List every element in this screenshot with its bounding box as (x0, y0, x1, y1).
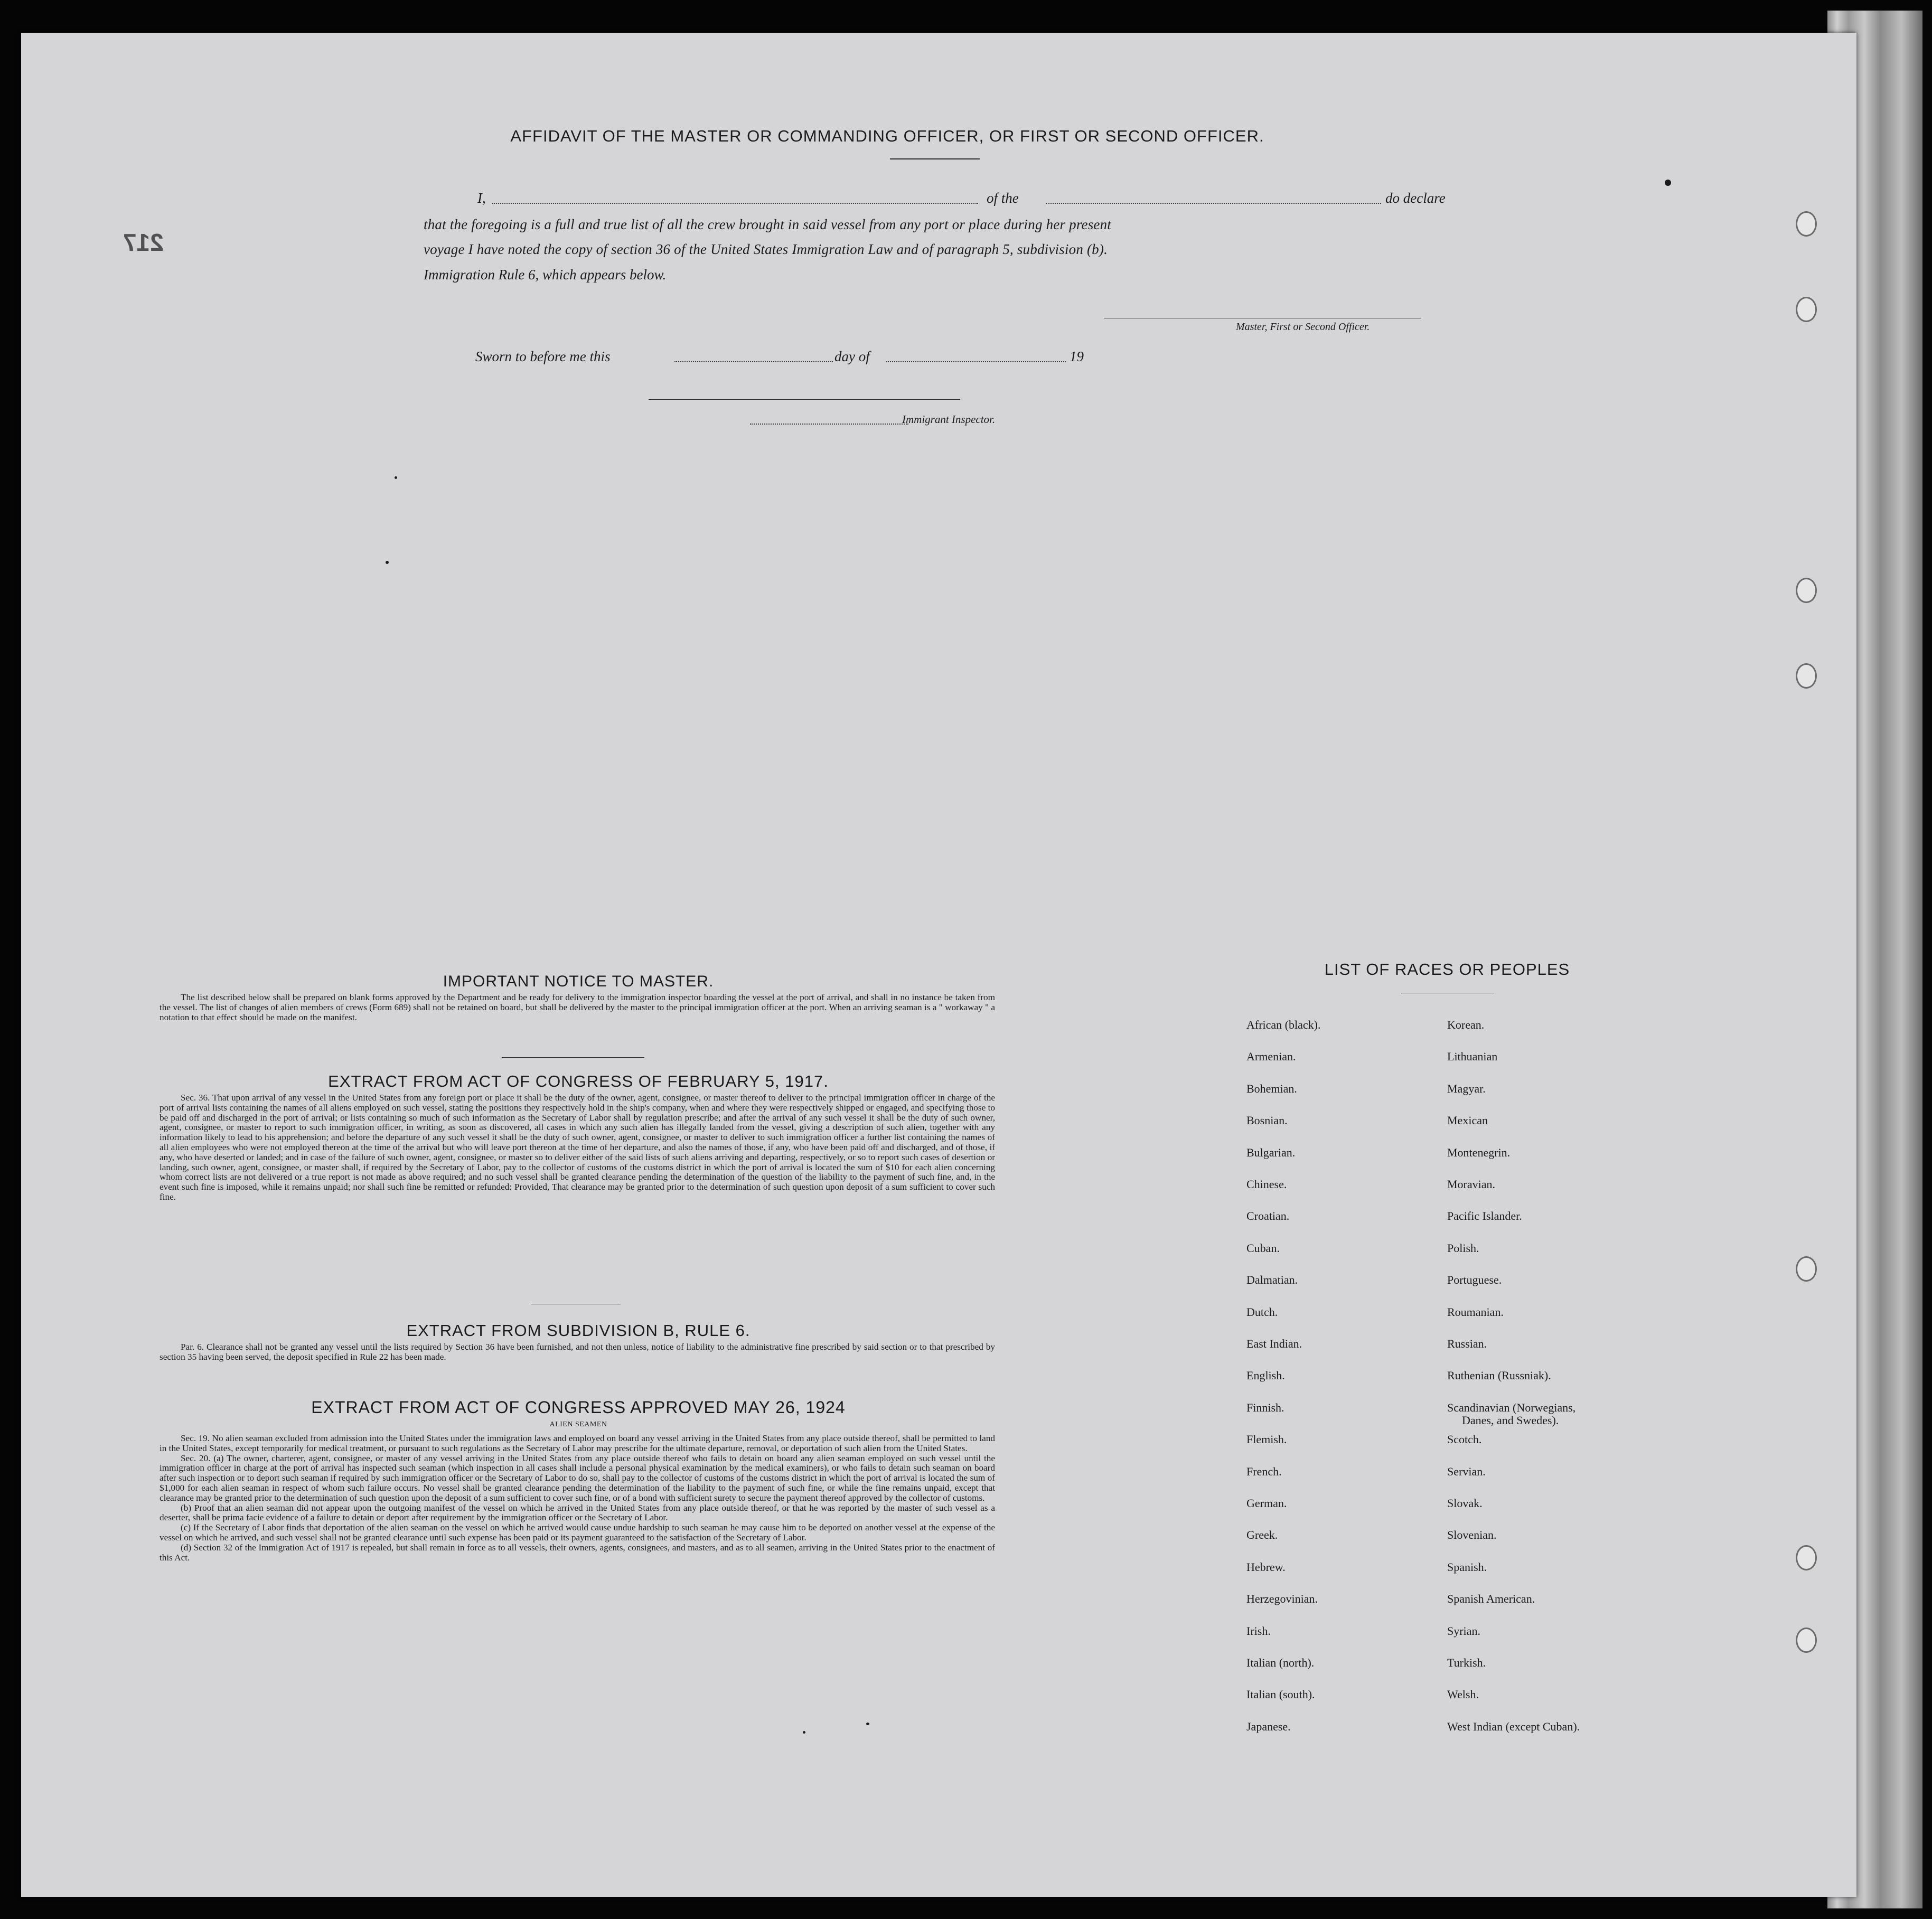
race-entry: Polish. (1447, 1241, 1479, 1255)
notice-paragraph: The list described below shall be prepared on blank forms approved by the Department and be ready for delivery to the immigration inspector boarding the vessel at the port of arrival, and shall in no instance be taken from the vessel. The list of changes of alien members of crews (Form 689) shall not be retained on board, but shall be delivered by the master to the principal immigration officer at the port. When an arriving seaman is a " workaway " a notation to that effect should be made on the manifest. (160, 992, 995, 1022)
race-entry: Korean. (1447, 1018, 1485, 1031)
section-20c-paragraph: (c) If the Secretary of Labor finds that deportation of the alien seaman on the vessel on which he arrived would cause undue hardship to such seaman he may cause him to be deported on another vessel at the expense of the vessel on which he arrived, and such vessel shall not be granted clearance until such expense has been paid or its payment guaranteed to the satisfaction of the Secretary of Labor. (160, 1522, 995, 1542)
race-entry: Roumanian. (1447, 1305, 1504, 1319)
race-entry: Slovenian. (1447, 1528, 1497, 1542)
notice-body (160, 993, 995, 1022)
ink-speck (866, 1723, 869, 1725)
affidavit-of-the: of the (987, 190, 1019, 206)
notice-divider (502, 1057, 644, 1058)
notice-title: IMPORTANT NOTICE TO MASTER. (443, 973, 714, 990)
race-entry: Spanish. (1447, 1560, 1487, 1574)
binder-hole-1 (1796, 211, 1817, 237)
race-entry: Finnish. (1246, 1400, 1284, 1414)
extract-1924-subtitle: ALIEN SEAMEN (549, 1421, 607, 1428)
section-20a-paragraph: Sec. 20. (a) The owner, charterer, agent, consignee, or master of any vessel arriving in the United States from any place outside thereof who fails to detain on board any alien seaman employed on such vessel until the immigration officer in charge at the port of arrival has inspected such seaman (which inspection in all cases shall include a personal physical examination by the medical examiners), or who fails to detain such seaman on board after such inspection or to deport such seaman if required by such immigration officer or the Secretary of Labor to do so, shall pay to the collector of customs of the customs district in which the port of arrival is located the sum of $1,000 for each alien seaman in respect of whom such failure occurs. No vessel shall be granted clearance pending the determination of the liability to the payment of such fine, or while the fine remains unpaid, except that clearance may be granted prior to the determination of such question upon the deposit of a sum sufficient to cover such fine, or of a bond with sufficient surety to secure the payment thereof approved by the collector of customs. (160, 1453, 995, 1503)
sworn-day-blank[interactable] (674, 361, 833, 362)
extract-1917-title: EXTRACT FROM ACT OF CONGRESS OF FEBRUARY 5, 1917. (328, 1072, 829, 1090)
section-20d-paragraph: (d) Section 32 of the Immigration Act of 1917 is repealed, but shall remain in force as to all vessels, their owners, agents, consignees, and masters, and as to all seamen, arriving in the United States prior to the enactment of this Act. (160, 1542, 995, 1563)
race-entry: Japanese. (1246, 1719, 1291, 1733)
race-entry: Moravian. (1447, 1178, 1496, 1191)
race-entry: Greek. (1246, 1528, 1278, 1542)
race-entry: West Indian (except Cuban). (1447, 1719, 1580, 1733)
race-entry: Lithuanian (1447, 1050, 1498, 1064)
race-entry: Chinese. (1246, 1178, 1287, 1191)
race-entry: East Indian. (1246, 1337, 1302, 1350)
race-entry: Irish. (1246, 1624, 1271, 1638)
affidavit-title: AFFIDAVIT OF THE MASTER OR COMMANDING OFFICER, OR FIRST OR SECOND OFFICER. (510, 127, 1264, 145)
affidavit-i: I, (477, 190, 486, 206)
master-signature-caption: Master, First or Second Officer. (1236, 321, 1370, 333)
ink-speck (1665, 180, 1671, 186)
race-entry: Italian (north). (1246, 1656, 1315, 1669)
ink-speck (803, 1731, 805, 1734)
race-entry: Portuguese. (1447, 1273, 1502, 1287)
race-entry: African (black). (1246, 1018, 1321, 1031)
race-entry: Turkish. (1447, 1656, 1486, 1669)
race-entry: Bulgarian. (1246, 1145, 1296, 1159)
inspector-caption: Immigrant Inspector. (902, 413, 996, 426)
race-entry: Montenegrin. (1447, 1145, 1511, 1159)
sworn-day-of: day of (834, 349, 870, 364)
extract-1917-body (160, 1093, 995, 1202)
race-entry: Mexican (1447, 1114, 1488, 1127)
extract-rule6-body (160, 1342, 995, 1362)
race-entry: Cuban. (1246, 1241, 1280, 1255)
affidavit-line-4: Immigration Rule 6, which appears below. (424, 267, 667, 283)
race-entry: German. (1246, 1497, 1287, 1510)
race-entry: Scandinavian (Norwegians, (1447, 1400, 1576, 1414)
race-entry: Scotch. (1447, 1433, 1482, 1446)
race-entry: Herzegovinian. (1246, 1592, 1318, 1606)
binder-hole-4 (1796, 663, 1817, 689)
binder-hole-3 (1796, 578, 1817, 603)
race-entry: Pacific Islander. (1447, 1209, 1522, 1223)
race-entry: Syrian. (1447, 1624, 1480, 1638)
race-entry: Bohemian. (1246, 1081, 1297, 1095)
binder-hole-2 (1796, 297, 1817, 322)
race-entry: Slovak. (1447, 1497, 1483, 1510)
races-title: LIST OF RACES OR PEOPLES (1324, 960, 1570, 979)
binder-hole-5 (1796, 1256, 1817, 1282)
par-6-paragraph: Par. 6. Clearance shall not be granted any vessel until the lists required by Section 36 have been furnished, and not then unless, notice of liability to the administrative fine prescribed by said section or to that prescribed by section 35 having been served, the deposit specified in Rule 22 has been made. (160, 1342, 995, 1362)
affidavit-line-2: that the foregoing is a full and true list of all the crew brought in said vessel from any port or place during her present (424, 217, 1112, 232)
section-36-paragraph: Sec. 36. That upon arrival of any vessel in the United States from any foreign port or place it shall be the duty of the owner, agent, consignee, or master thereof to deliver to the principal immigration officer in charge of the port of arrival lists containing the names of all aliens employed on such vessel, stating the positions they respectively hold in the ship's company, when and where they were respectively shipped or engaged, and specifying those to be paid off and discharged in the port of arrival; or lists containing so much of such information as the Secretary of Labor shall by regulation prescribe; and after the arrival of any such vessel it shall be the duty of such owner, agent, consignee, or master to report to such immigration officer, in writing, as soon as discovered, all cases in which any such alien has illegally landed from the vessel, giving a description of such alien, together with any information likely to lead to his apprehension; and before the departure of any such vessel it shall be the duty of such owner, agent, consignee, or master to deliver to such immigration officer a further list containing the names of all alien employees who were not employed thereon at the time of the arrival but who will leave port thereon at the time of her departure, and also the names of those, if any, who have been paid off and discharged, and of those, if any, who have deserted or landed; and in case of the failure of such owner, agent, consignee, or master so to deliver either of the said lists of such aliens arriving and departing, respectively, or so to report such cases of desertion or landing, such owner, agent, consignee, or master shall, if required by the Secretary of Labor, pay to the collector of customs of the customs district in which the port of arrival is located the sum of $10 for each alien concerning whom correct lists are not delivered or a true report is not made as above required; and no such vessel shall be granted clearance pending the determination of the question of the liability to the payment of such fine, and, in the event such fine is imposed, while it remains unpaid; nor shall such fine be remitted or refunded: Provided, That clearance may be granted prior to the determination of such question upon deposit of a sum sufficient to cover such fine. (160, 1093, 995, 1202)
sworn-prefix: Sworn to before me this (475, 349, 611, 364)
race-entry: Italian (south). (1246, 1688, 1315, 1701)
margin-stamp-number: 217 (123, 229, 164, 256)
affidavit-vessel-blank[interactable] (1046, 203, 1381, 204)
race-entry: Spanish American. (1447, 1592, 1535, 1606)
race-entry: Ruthenian (Russniak). (1447, 1369, 1551, 1382)
race-entry: Armenian. (1246, 1050, 1296, 1064)
section-19-paragraph: Sec. 19. No alien seaman excluded from admission into the United States under the immigration laws and employed on board any vessel arriving in the United States from any place outside thereof, shall be permitted to land in the United States, except temporarily for medical treatment, or pursuant to such regulations as the Secretary of Labor may prescribe for the ultimate departure, removal, or deportation of such alien from the United States. (160, 1433, 995, 1453)
ink-speck (395, 476, 397, 479)
extract-rule6-title: EXTRACT FROM SUBDIVISION B, RULE 6. (406, 1321, 751, 1340)
race-entry: French. (1246, 1464, 1282, 1478)
race-entry: Servian. (1447, 1464, 1486, 1478)
race-entry: Croatian. (1246, 1209, 1290, 1223)
race-entry: Dalmatian. (1246, 1273, 1298, 1287)
affidavit-name-blank[interactable] (492, 203, 978, 204)
race-entry: Welsh. (1447, 1688, 1479, 1701)
inspector-signature-blank[interactable] (750, 424, 908, 425)
section-20b-paragraph: (b) Proof that an alien seaman did not appear upon the outgoing manifest of the vessel on which he arrived in the United States from any place outside thereof, or that he was reported by the master of such vessel as a deserter, shall be prima facie evidence of a failure to detain or deport after requirement by the immigration officer or the Secretary of Labor. (160, 1502, 995, 1523)
inspector-upper-rule (649, 399, 960, 400)
race-entry: English. (1246, 1369, 1285, 1382)
race-entry: Hebrew. (1246, 1560, 1286, 1574)
document-page (21, 33, 1856, 1897)
race-entry: Flemish. (1246, 1433, 1287, 1446)
race-entry: Danes, and Swedes). (1462, 1413, 1559, 1427)
ink-speck (386, 561, 389, 564)
affidavit-title-rule (890, 158, 980, 159)
binder-hole-6 (1796, 1545, 1817, 1570)
affidavit-do-declare: do declare (1385, 190, 1446, 206)
affidavit-line-3: voyage I have noted the copy of section 36 of the United States Immigration Law and of paragraph 5, subdivision (b). (424, 241, 1108, 257)
race-entry: Bosnian. (1246, 1114, 1288, 1127)
binder-hole-7 (1796, 1628, 1817, 1653)
race-entry: Dutch. (1246, 1305, 1278, 1319)
extract-1924-title: EXTRACT FROM ACT OF CONGRESS APPROVED MAY 26, 1924 (311, 1398, 846, 1417)
sworn-year: 19 (1070, 349, 1084, 364)
race-entry: Russian. (1447, 1337, 1487, 1350)
race-entry: Magyar. (1447, 1081, 1486, 1095)
sworn-month-blank[interactable] (886, 361, 1066, 362)
extract-1924-body (160, 1434, 995, 1563)
